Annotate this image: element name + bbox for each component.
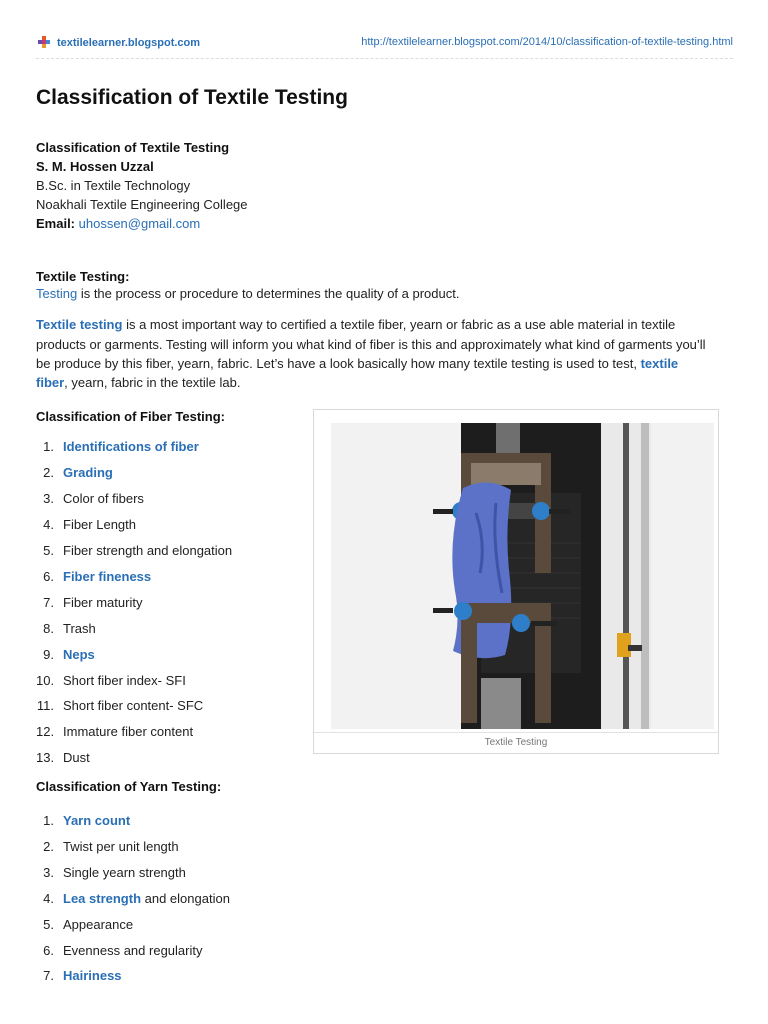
testing-paragraph-line-1: is a most important way to certified a textile fiber, yearn or fabric as a use able material in textile [122,317,676,333]
email-label: Email: [36,216,76,231]
list-item-text: Appearance [63,916,134,932]
list-item-number: 1. [43,439,54,455]
list-item-number: 2. [43,465,54,481]
figure [313,409,719,754]
list-item-text: Short fiber index- SFI [63,672,186,688]
list-item-link[interactable]: Grading [63,465,113,481]
list-item-number: 3. [43,864,54,880]
testing-definition [36,284,736,303]
testing-link[interactable]: Testing [36,286,78,301]
list-item-text: Dust [63,750,90,766]
page-title: Classification of Textile Testing [36,86,348,109]
list-item-text: Fiber Length [63,517,136,533]
list-item [36,838,736,864]
list-item-link[interactable]: Neps [63,646,95,662]
textile-fiber-link-b[interactable]: fiber [36,375,65,391]
author-name: S. M. Hossen Uzzal [36,159,154,174]
list-item-number: 7. [43,968,54,984]
testing-paragraph-line-3: be produce by this fiber, yearn, fabric. Let’s have a look basically how many textile testing is used to test, [36,355,641,371]
tensile-tester-illustration [331,423,714,729]
list-item-number: 5. [43,916,54,932]
list-item-text: Fiber strength and elongation [63,543,233,559]
list-item-number: 3. [43,491,54,507]
list-item-text: Color of fibers [63,491,144,507]
list-item [36,967,736,993]
textile-fiber-link-a[interactable]: textile [640,355,679,371]
textile-testing-link[interactable]: Textile testing [36,317,123,333]
list-item-number: 1. [43,813,54,829]
list-item-link[interactable]: Hairiness [63,968,122,984]
list-item-link[interactable]: Identifications of fiber [63,439,199,455]
list-item-number: 4. [43,890,54,906]
list-item-number: 4. [43,517,54,533]
textile-testing-heading: Textile Testing: [36,269,130,284]
figure-caption: Textile Testing [314,732,718,753]
list-item-number: 9. [43,646,54,662]
fiber-testing-heading: Classification of Fiber Testing: [36,409,226,425]
author-email-line [36,214,736,233]
page-header [36,36,733,52]
site-name: textilelearner.blogspot.com [57,37,201,49]
list-item [36,916,736,942]
list-item-number: 12. [36,724,55,740]
list-item-text: Twist per unit length [63,838,179,854]
list-item [36,864,736,890]
list-item-number: 13. [36,750,55,766]
testing-paragraph-line-2: products or garments. Testing will inform you what kind of fiber is this and approximately what kind of garments you’ll [36,336,706,352]
testing-paragraph [36,315,736,392]
list-item-link[interactable]: Fiber fineness [63,568,152,584]
textile-testing-image [331,423,714,729]
yarn-testing-heading: Classification of Yarn Testing: [36,779,222,795]
list-item-number: 8. [43,620,54,636]
testing-paragraph-end: , yearn, fabric in the textile lab. [64,375,241,391]
testing-definition-text: is the process or procedure to determines the quality of a product. [77,286,460,301]
list-item-text: Immature fiber content [63,724,194,740]
list-item-number: 5. [43,543,54,559]
list-item-number: 7. [43,594,54,610]
list-item-text: Short fiber content- SFC [63,698,204,714]
author-degree: B.Sc. in Textile Technology [36,178,191,193]
list-item [36,812,736,838]
author-college: Noakhali Textile Engineering College [36,197,248,212]
list-item-text: Evenness and regularity [63,942,203,958]
email-link[interactable]: uhossen@gmail.com [78,216,201,231]
list-item-number: 11. [36,698,54,714]
header-divider [36,58,733,59]
blog-logo-icon [36,36,52,50]
list-item-text: Trash [63,620,96,636]
author-heading: Classification of Textile Testing [36,140,230,155]
site-link[interactable] [36,36,200,50]
list-item [36,890,736,916]
yarn-testing-list [36,812,736,993]
list-item [36,942,736,968]
list-item-number: 6. [43,942,54,958]
list-item-link[interactable]: Lea strength [63,890,142,906]
list-item-link[interactable]: Yarn count [63,813,131,829]
list-item-rest: and elongation [141,890,230,906]
list-item-number: 6. [43,568,54,584]
list-item-number: 10. [36,672,55,688]
list-item-text: Single yearn strength [63,864,186,880]
page-url-link[interactable]: http://textilelearner.blogspot.com/2014/10/classification-of-textile-testing.html [361,36,733,48]
list-item-number: 2. [43,838,54,854]
list-item-text: Fiber maturity [63,594,143,610]
